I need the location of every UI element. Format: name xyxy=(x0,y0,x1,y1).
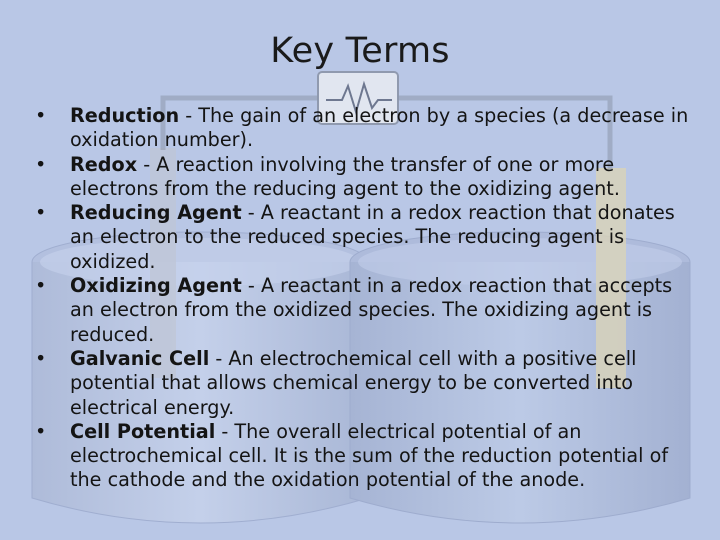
term-name: Cell Potential xyxy=(70,419,216,443)
term-item xyxy=(32,201,692,274)
term-item xyxy=(32,347,692,420)
term-name: Reducing Agent xyxy=(70,201,242,225)
bullet-icon: • xyxy=(35,104,47,127)
term-name: Oxidizing Agent xyxy=(70,274,242,298)
term-separator: - xyxy=(241,201,261,225)
term-name: Galvanic Cell xyxy=(70,346,210,370)
term-separator: - xyxy=(137,152,157,176)
term-separator: - xyxy=(215,419,235,443)
bullet-icon: • xyxy=(35,274,47,298)
bullet-icon: • xyxy=(35,419,47,443)
term-definition: The overall electrical potential of an electrochemical cell. It is the sum of the reduction potential of the cathode and the oxidation potential of the anode. xyxy=(70,419,669,492)
term-definition: The gain of an electron by a species (a decrease in oxidation number). xyxy=(70,104,689,152)
term-definition: A reaction involving the transfer of one or more electrons from the reducing agent to the oxidizing agent. xyxy=(70,152,620,200)
term-separator: - xyxy=(179,104,199,127)
bullet-icon: • xyxy=(35,346,47,370)
term-item xyxy=(32,274,692,347)
bullet-icon: • xyxy=(35,152,47,176)
slide-title: Key Terms xyxy=(270,31,450,71)
term-item xyxy=(32,153,692,202)
key-terms-list xyxy=(32,104,692,493)
term-name: Reduction xyxy=(70,104,180,127)
term-separator: - xyxy=(241,274,261,298)
term-item xyxy=(32,420,692,493)
term-name: Redox xyxy=(70,152,138,176)
term-item xyxy=(32,104,692,153)
term-definition: A reactant in a redox reaction that accepts an electron from the oxidized species. The oxidizing agent is reduced. xyxy=(70,274,673,346)
bullet-icon: • xyxy=(35,201,47,225)
term-separator: - xyxy=(209,346,229,370)
term-definition: A reactant in a redox reaction that donates an electron to the reduced species. The reducing agent is oxidized. xyxy=(70,201,675,273)
term-definition: An electrochemical cell with a positive cell potential that allows chemical energy to be converted into electrical energy. xyxy=(70,346,637,419)
